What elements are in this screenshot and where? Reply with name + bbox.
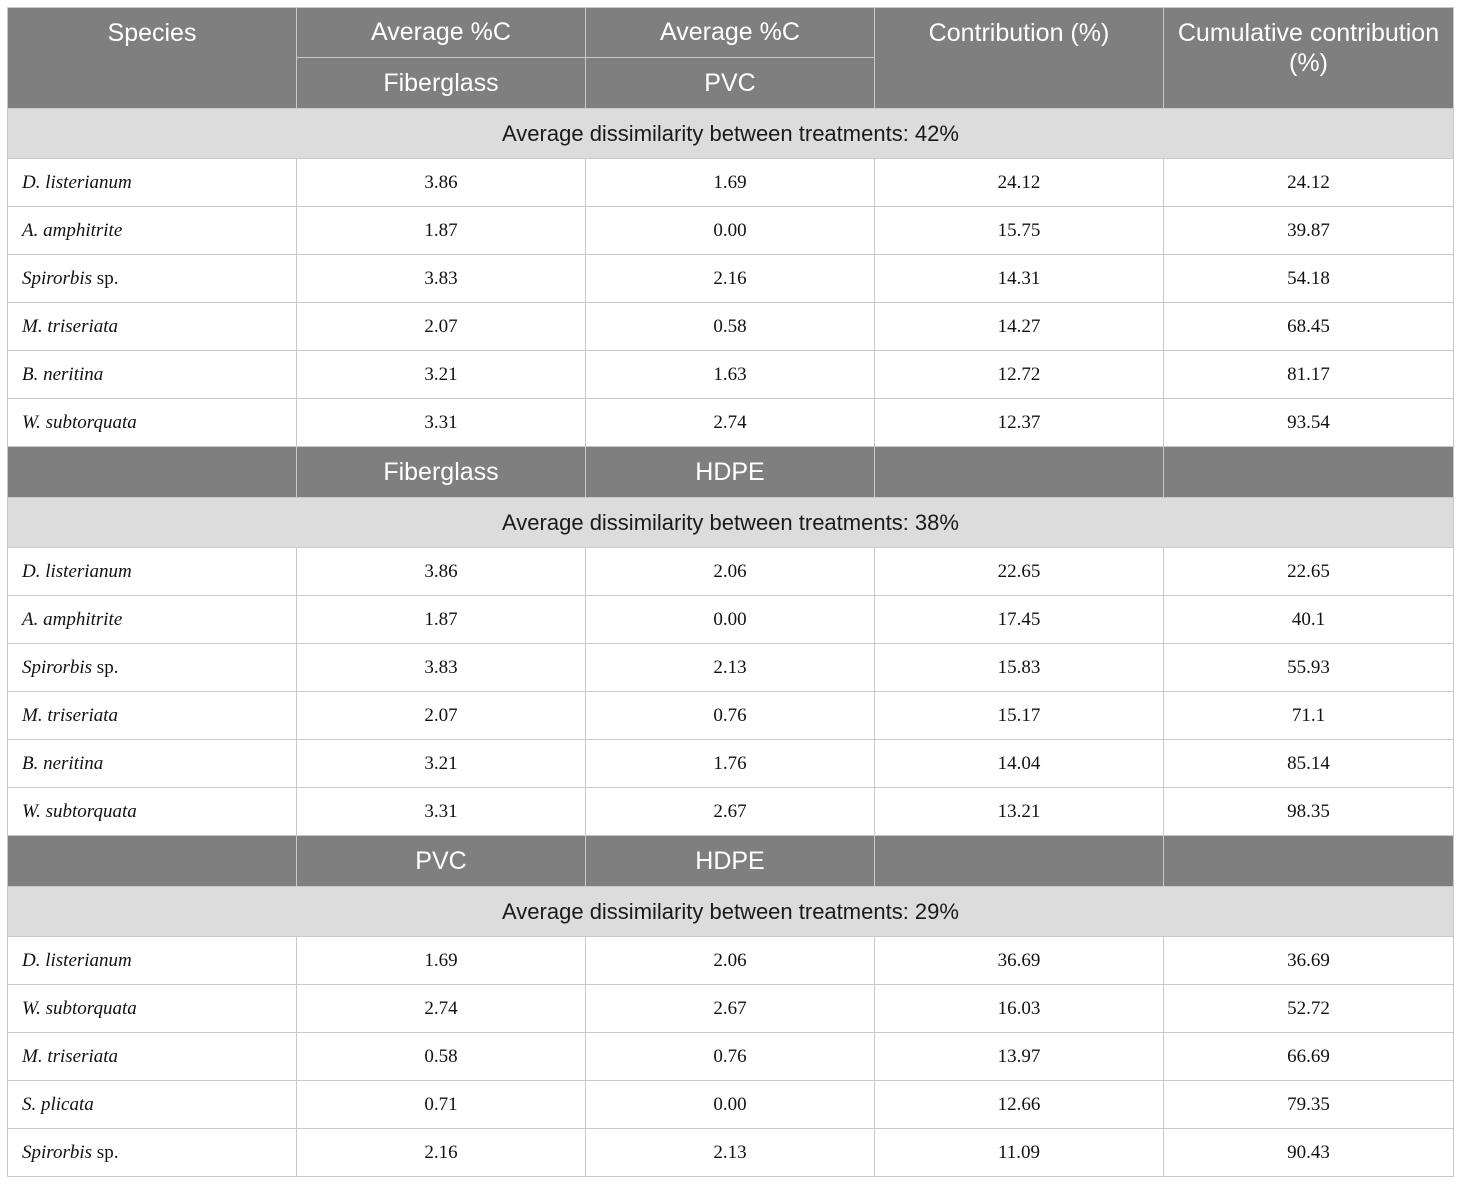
average-1-cell: 3.83 — [297, 255, 586, 303]
average-1-cell: 1.87 — [297, 207, 586, 255]
table-row — [8, 1081, 1454, 1129]
average-1-cell: 2.74 — [297, 985, 586, 1033]
cumulative-cell: 79.35 — [1164, 1081, 1454, 1129]
average-2-cell: 2.16 — [586, 255, 875, 303]
contribution-cell: 15.75 — [875, 207, 1164, 255]
contribution-cell: 22.65 — [875, 548, 1164, 596]
table-row — [8, 692, 1454, 740]
species-cell — [8, 692, 297, 740]
species-cell — [8, 303, 297, 351]
contribution-cell: 12.37 — [875, 399, 1164, 447]
average-2-cell: 0.76 — [586, 1033, 875, 1081]
average-2-cell: 2.13 — [586, 644, 875, 692]
average-1-cell: 3.21 — [297, 351, 586, 399]
average-1-cell: 3.21 — [297, 740, 586, 788]
table-header — [8, 8, 1454, 109]
table-row — [8, 985, 1454, 1033]
average-1-cell: 3.31 — [297, 788, 586, 836]
species-suffix: sp. — [92, 267, 119, 289]
species-name: D. listerianum — [22, 560, 132, 582]
species-name: M. triseriata — [22, 1045, 119, 1067]
average-2-cell: 2.67 — [586, 788, 875, 836]
dissimilarity-row — [8, 887, 1454, 937]
table-row — [8, 303, 1454, 351]
comparison-blank — [875, 447, 1164, 498]
comparison-blank — [1164, 447, 1454, 498]
cumulative-cell: 90.43 — [1164, 1129, 1454, 1177]
average-2-cell: 2.13 — [586, 1129, 875, 1177]
header-average-2: Average %C — [586, 8, 875, 58]
species-cell — [8, 1081, 297, 1129]
cumulative-cell: 66.69 — [1164, 1033, 1454, 1081]
cumulative-cell: 22.65 — [1164, 548, 1454, 596]
contribution-cell: 24.12 — [875, 159, 1164, 207]
table-row — [8, 644, 1454, 692]
comparison-treatment-2: HDPE — [586, 836, 875, 887]
cumulative-cell: 36.69 — [1164, 937, 1454, 985]
cumulative-cell: 71.1 — [1164, 692, 1454, 740]
header-treatment-2: PVC — [586, 58, 875, 109]
species-name: W. subtorquata — [22, 411, 137, 433]
header-average-1: Average %C — [297, 8, 586, 58]
dissimilarity-label: Average dissimilarity between treatments: 38% — [8, 498, 1454, 548]
species-cell — [8, 788, 297, 836]
species-name: S. plicata — [22, 1093, 94, 1115]
average-1-cell: 1.69 — [297, 937, 586, 985]
header-contribution: Contribution (%) — [875, 8, 1164, 109]
species-name: W. subtorquata — [22, 800, 137, 822]
species-cell — [8, 255, 297, 303]
species-cell — [8, 207, 297, 255]
cumulative-cell: 24.12 — [1164, 159, 1454, 207]
table-row — [8, 596, 1454, 644]
average-2-cell: 2.67 — [586, 985, 875, 1033]
species-suffix: sp. — [92, 1141, 119, 1163]
contribution-cell: 15.83 — [875, 644, 1164, 692]
average-1-cell: 2.16 — [297, 1129, 586, 1177]
species-cell — [8, 937, 297, 985]
cumulative-cell: 55.93 — [1164, 644, 1454, 692]
species-name: B. neritina — [22, 752, 104, 774]
contribution-cell: 36.69 — [875, 937, 1164, 985]
average-1-cell: 3.86 — [297, 548, 586, 596]
contribution-cell: 15.17 — [875, 692, 1164, 740]
comparison-blank — [1164, 836, 1454, 887]
species-cell — [8, 1129, 297, 1177]
species-name: M. triseriata — [22, 315, 119, 337]
average-1-cell: 3.83 — [297, 644, 586, 692]
cumulative-cell: 40.1 — [1164, 596, 1454, 644]
dissimilarity-row — [8, 498, 1454, 548]
species-name: A. amphitrite — [22, 219, 123, 241]
contribution-cell: 17.45 — [875, 596, 1164, 644]
contribution-cell: 13.97 — [875, 1033, 1164, 1081]
average-2-cell: 2.06 — [586, 937, 875, 985]
cumulative-cell: 68.45 — [1164, 303, 1454, 351]
average-1-cell: 1.87 — [297, 596, 586, 644]
dissimilarity-row — [8, 109, 1454, 159]
dissimilarity-label: Average dissimilarity between treatments: 42% — [8, 109, 1454, 159]
average-2-cell: 1.63 — [586, 351, 875, 399]
species-name: W. subtorquata — [22, 997, 137, 1019]
average-2-cell: 0.76 — [586, 692, 875, 740]
dissimilarity-label: Average dissimilarity between treatments: 29% — [8, 887, 1454, 937]
species-suffix: sp. — [92, 656, 119, 678]
table-row — [8, 1033, 1454, 1081]
contribution-cell: 14.27 — [875, 303, 1164, 351]
contribution-cell: 13.21 — [875, 788, 1164, 836]
species-name: D. listerianum — [22, 949, 132, 971]
average-2-cell: 2.74 — [586, 399, 875, 447]
table-row — [8, 740, 1454, 788]
comparison-blank — [8, 836, 297, 887]
table-row — [8, 788, 1454, 836]
average-1-cell: 0.58 — [297, 1033, 586, 1081]
species-cell — [8, 644, 297, 692]
cumulative-cell: 81.17 — [1164, 351, 1454, 399]
contribution-cell: 14.31 — [875, 255, 1164, 303]
species-cell — [8, 740, 297, 788]
average-1-cell: 2.07 — [297, 303, 586, 351]
table-row — [8, 937, 1454, 985]
cumulative-cell: 85.14 — [1164, 740, 1454, 788]
species-cell — [8, 159, 297, 207]
cumulative-cell: 93.54 — [1164, 399, 1454, 447]
table-row — [8, 548, 1454, 596]
average-2-cell: 0.00 — [586, 596, 875, 644]
comparison-treatment-1: Fiberglass — [297, 447, 586, 498]
cumulative-cell: 54.18 — [1164, 255, 1454, 303]
species-name: M. triseriata — [22, 704, 119, 726]
species-name: Spirorbis — [22, 656, 93, 678]
contribution-cell: 12.66 — [875, 1081, 1164, 1129]
contribution-cell: 16.03 — [875, 985, 1164, 1033]
average-1-cell: 2.07 — [297, 692, 586, 740]
average-1-cell: 3.86 — [297, 159, 586, 207]
contribution-cell: 11.09 — [875, 1129, 1164, 1177]
species-cell — [8, 596, 297, 644]
species-name: D. listerianum — [22, 171, 132, 193]
species-name: B. neritina — [22, 363, 104, 385]
contribution-cell: 12.72 — [875, 351, 1164, 399]
species-name: Spirorbis — [22, 1141, 93, 1163]
simper-table — [7, 7, 1454, 1177]
comparison-treatment-2: HDPE — [586, 447, 875, 498]
average-2-cell: 2.06 — [586, 548, 875, 596]
table-row — [8, 207, 1454, 255]
average-1-cell: 0.71 — [297, 1081, 586, 1129]
cumulative-cell: 98.35 — [1164, 788, 1454, 836]
average-2-cell: 0.00 — [586, 207, 875, 255]
average-2-cell: 1.69 — [586, 159, 875, 207]
cumulative-cell: 39.87 — [1164, 207, 1454, 255]
table-row — [8, 1129, 1454, 1177]
species-cell — [8, 548, 297, 596]
header-species: Species — [8, 8, 297, 109]
table-body — [8, 109, 1454, 1177]
comparison-blank — [875, 836, 1164, 887]
table-row — [8, 159, 1454, 207]
header-treatment-1: Fiberglass — [297, 58, 586, 109]
contribution-cell: 14.04 — [875, 740, 1164, 788]
species-cell — [8, 985, 297, 1033]
average-2-cell: 0.00 — [586, 1081, 875, 1129]
species-cell — [8, 1033, 297, 1081]
species-cell — [8, 351, 297, 399]
average-2-cell: 1.76 — [586, 740, 875, 788]
average-2-cell: 0.58 — [586, 303, 875, 351]
average-1-cell: 3.31 — [297, 399, 586, 447]
table-row — [8, 351, 1454, 399]
species-name: A. amphitrite — [22, 608, 123, 630]
cumulative-cell: 52.72 — [1164, 985, 1454, 1033]
comparison-blank — [8, 447, 297, 498]
comparison-treatment-1: PVC — [297, 836, 586, 887]
table-row — [8, 399, 1454, 447]
comparison-header-row — [8, 836, 1454, 887]
comparison-header-row — [8, 447, 1454, 498]
species-cell — [8, 399, 297, 447]
species-name: Spirorbis — [22, 267, 93, 289]
table-row — [8, 255, 1454, 303]
header-cumulative: Cumulative contribution (%) — [1164, 8, 1454, 109]
